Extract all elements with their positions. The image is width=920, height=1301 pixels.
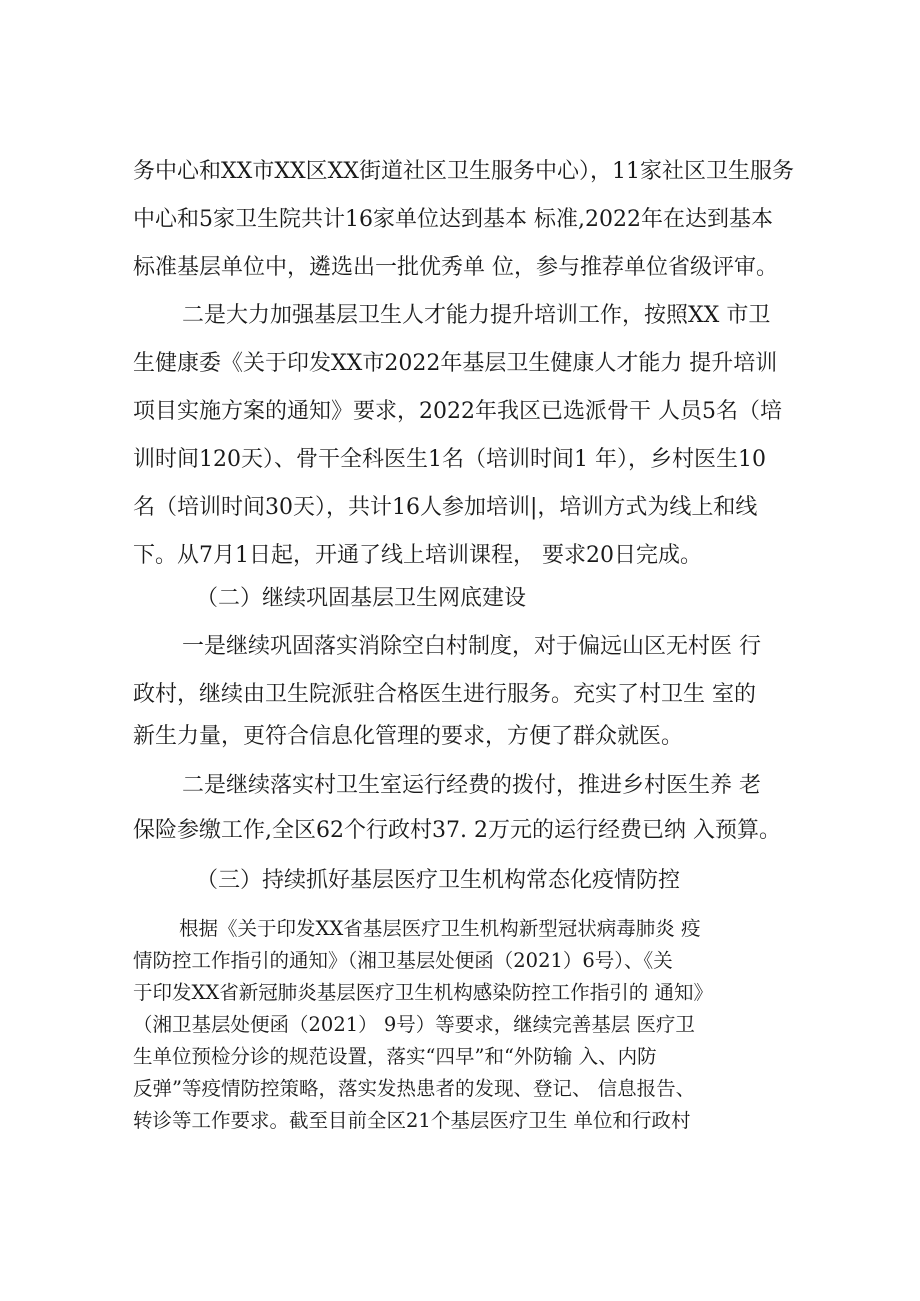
paragraph-line: 情防控工作指引的通知》（湘卫基层处便函（2021）6号）、《关 xyxy=(133,949,673,972)
paragraph-line: 反弹”等疫情防控策略，落实发热患者的发现、登记、 信息报告、 xyxy=(133,1077,696,1100)
paragraph-line: 务中心和XX市XX区XX街道社区卫生服务中心），11家社区卫生服务 xyxy=(133,159,794,184)
paragraph-line: （湘卫基层处便函（2021） 9号）等要求，继续完善基层 医疗卫 xyxy=(133,1013,695,1036)
paragraph-line: 二是大力加强基层卫生人才能力提升培训工作，按照XX 市卫 xyxy=(182,303,771,328)
paragraph-line: 新生力量，更符合信息化管理的要求，方便了群众就医。 xyxy=(133,724,684,749)
paragraph-line: 一是继续巩固落实消除空白村制度，对于偏远山区无村医 行 xyxy=(182,634,761,659)
paragraph-line: 训时间120天）、骨干全科医生1名（培训时间1 年），乡村医生10 xyxy=(133,447,766,472)
paragraph-line: 转诊等工作要求。截至目前全区21个基层医疗卫生 单位和行政村 xyxy=(133,1109,691,1132)
paragraph-line: 名（培训时间30天），共计16人参加培训|，培训方式为线上和线 xyxy=(133,495,758,520)
paragraph-line: 标准基层单位中，遴选出一批优秀单 位，参与推荐单位省级评审。 xyxy=(133,255,778,280)
section-heading: （二）继续巩固基层卫生网底建设 xyxy=(196,586,527,611)
paragraph-line: 政村，继续由卫生院派驻合格医生进行服务。充实了村卫生 室的 xyxy=(133,682,756,707)
paragraph-line: 项目实施方案的通知》要求，2022年我区已选派骨干 人员5名（培 xyxy=(133,399,782,424)
section-heading: （三）持续抓好基层医疗卫生机构常态化疫情防控 xyxy=(196,868,681,893)
paragraph-line: 于印发XX省新冠肺炎基层医疗卫生机构感染防控工作指引的 通知》 xyxy=(133,981,713,1004)
paragraph-line: 二是继续落实村卫生室运行经费的拨付，推进乡村医生养 老 xyxy=(182,773,761,798)
paragraph-line: 生健康委《关于印发XX市2022年基层卫生健康人才能力 提升培训 xyxy=(133,351,778,376)
paragraph-line: 保险参缴工作,全区62个行政村37. 2万元的运行经费已纳 入预算。 xyxy=(133,818,781,843)
paragraph-line: 生单位预检分诊的规范设置，落实“四早”和“外防输 入、内防 xyxy=(133,1045,657,1068)
paragraph-line: 中心和5家卫生院共计16家单位达到基本 标准,2022年在达到基本 xyxy=(133,207,773,232)
paragraph-line: 根据《关于印发XX省基层医疗卫生机构新型冠状病毒肺炎 疫 xyxy=(179,917,701,940)
paragraph-line: 下。从7月1日起，开通了线上培训课程， 要求20日完成。 xyxy=(133,543,702,568)
